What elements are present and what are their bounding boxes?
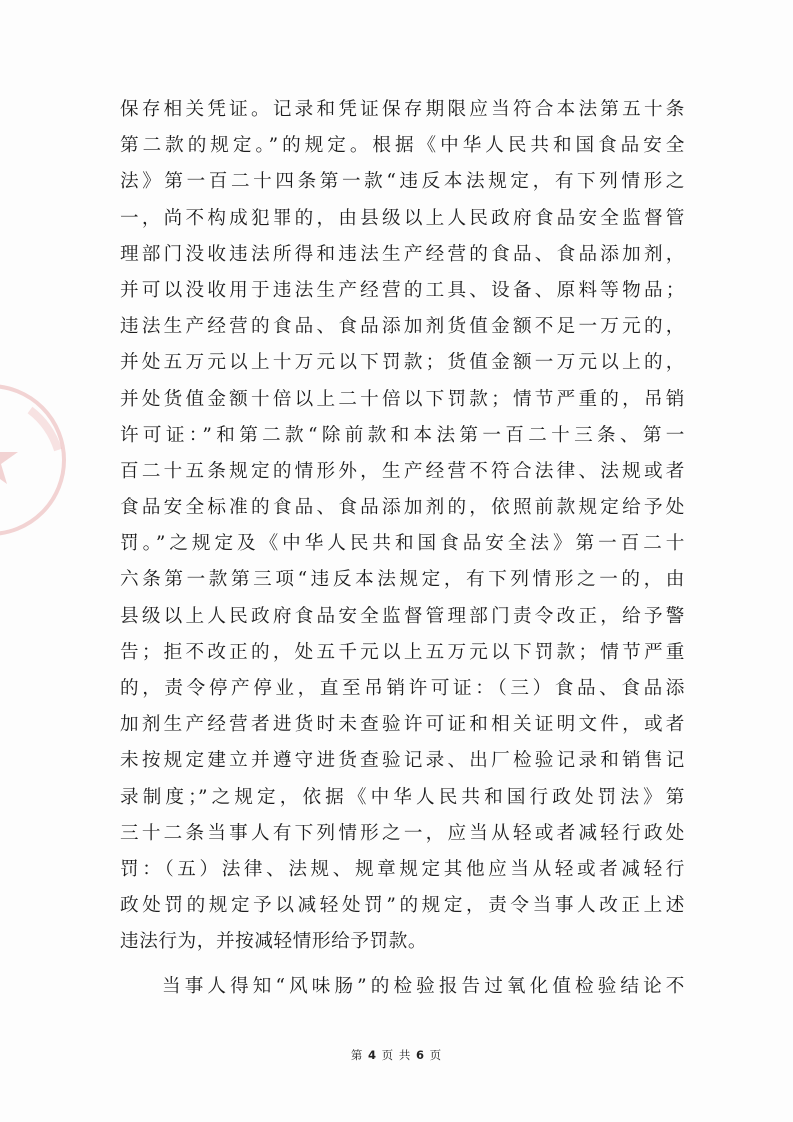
text-line: 罚：（五）法律、法规、规章规定其他应当从轻或者减轻行 <box>120 858 685 880</box>
total-page-number: 6 <box>415 1048 425 1062</box>
text-line: 三十二条当事人有下列情形之一，应当从轻或者减轻行政处 <box>120 822 685 844</box>
footer-prefix: 第 <box>350 1048 364 1062</box>
text-line: 的，责令停产停业，直至吊销许可证：（三）食品、食品添 <box>120 678 685 699</box>
text-line: 百二十五条规定的情形外，生产经营不符合法律、法规或者 <box>120 460 685 482</box>
text-line: 政处罚的规定予以减轻处罚”的规定，责令当事人改正上述 <box>120 895 685 917</box>
footer-suffix: 页 <box>429 1048 443 1062</box>
text-line: 一，尚不构成犯罪的，由县级以上人民政府食品安全监督管 <box>120 207 685 229</box>
official-seal-icon <box>0 380 70 540</box>
current-page-number: 4 <box>368 1048 378 1062</box>
next-paragraph-line: 当事人得知“风味肠”的检验报告过氧化值检验结论不 <box>162 975 685 997</box>
text-line: 并处货值金额十倍以上二十倍以下罚款；情节严重的，吊销 <box>120 388 685 410</box>
text-line: 县级以上人民政府食品安全监督管理部门责令改正，给予警 <box>120 605 685 627</box>
text-line: 违法行为，并按减轻情形给予罚款。 <box>120 931 428 953</box>
text-line: 并处五万元以上十万元以下罚款；货值金额一万元以上的， <box>120 352 685 374</box>
text-line: 加剂生产经营者进货时未查验许可证和相关证明文件，或者 <box>120 714 685 736</box>
text-line: 录制度；”之规定，依据《中华人民共和国行政处罚法》第 <box>120 786 685 808</box>
text-line: 告；拒不改正的，处五千元以上五万元以下罚款；情节严重 <box>120 641 685 663</box>
text-line: 罚。”之规定及《中华人民共和国食品安全法》第一百二十 <box>120 533 685 555</box>
text-line: 并可以没收用于违法生产经营的工具、设备、原料等物品； <box>120 279 685 301</box>
footer-middle: 页 共 <box>381 1048 412 1062</box>
text-line: 未按规定建立并遵守进货查验记录、出厂检验记录和销售记 <box>120 750 685 772</box>
text-line: 第二款的规定。”的规定。根据《中华人民共和国食品安全 <box>120 135 685 157</box>
text-line: 违法生产经营的食品、食品添加剂货值金额不足一万元的， <box>120 316 685 338</box>
document-body <box>120 92 685 1005</box>
text-line: 理部门没收违法所得和违法生产经营的食品、食品添加剂， <box>120 243 685 265</box>
text-line: 食品安全标准的食品、食品添加剂的，依照前款规定给予处 <box>120 497 685 519</box>
page-number-footer <box>0 1047 793 1063</box>
text-line: 许可证：”和第二款“除前款和本法第一百二十三条、第一 <box>120 424 685 446</box>
text-line: 六条第一款第三项“违反本法规定，有下列情形之一的，由 <box>120 569 685 591</box>
text-line: 保存相关凭证。记录和凭证保存期限应当符合本法第五十条 <box>120 99 685 120</box>
text-line: 法》第一百二十四条第一款“违反本法规定，有下列情形之 <box>120 171 685 193</box>
